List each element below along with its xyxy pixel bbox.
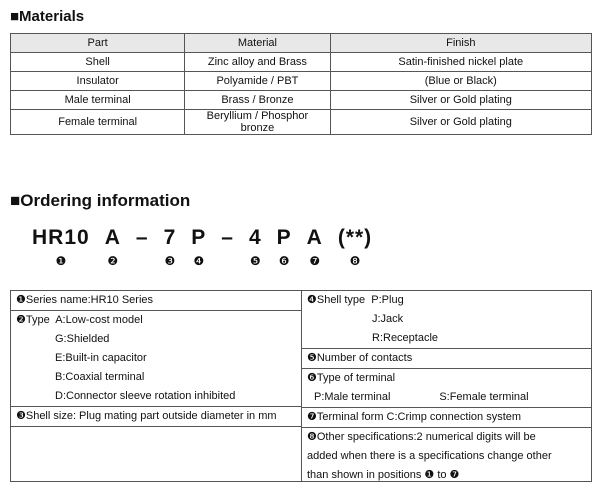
ordering-legend-table [10,290,592,482]
code-text: – [221,226,234,249]
empty-cell [11,427,301,481]
materials-header-part: Part [11,34,185,53]
table-row [11,72,592,91]
cell-line: B:Coaxial terminal [55,371,145,383]
ordering-table-left-column [11,291,301,481]
code-segment-series [32,227,90,268]
cell-material: Zinc alloy and Brass [185,53,330,72]
cell-part: Insulator [11,72,185,91]
position-marker: ❹ [193,254,205,268]
cell-line: P:Male terminal S:Female terminal [314,391,529,403]
table-row [11,110,592,135]
ordering-table-right-column [301,291,591,481]
cell-material: Beryllium / Phosphor bronze [185,110,330,135]
position-marker: ❼ [309,254,321,268]
code-text: HR10 [32,226,90,249]
table-row [11,53,592,72]
cell-line: ❶Series name:HR10 Series [16,294,154,306]
position-marker: ❸ [164,254,176,268]
terminal-type-cell [302,369,591,408]
cell-part: Shell [11,53,185,72]
code-segment-type [105,227,121,268]
type-cell [11,311,301,407]
cell-part: Male terminal [11,91,185,110]
contacts-cell [302,349,591,369]
materials-heading: ■Materials [10,8,85,25]
code-text: 7 [163,226,177,249]
position-marker: ❽ [349,254,361,268]
cell-line: ❼Terminal form C:Crimp connection system [307,411,522,423]
code-text: P [191,226,207,249]
materials-header-row [11,34,592,53]
terminal-form-cell [302,408,591,428]
materials-table [10,33,592,135]
position-marker: ❶ [55,254,67,268]
cell-line: ❽Other specifications:2 numerical digits will be [307,431,536,443]
code-segment-shell-size [164,227,177,268]
code-segment-dash [221,227,234,268]
cell-line: E:Built-in capacitor [55,352,147,364]
cell-line: than shown in positions ❶ to ❼ [307,469,460,481]
ordering-heading: ■Ordering information [10,191,191,210]
code-text: 4 [248,226,262,249]
cell-line: J:Jack [372,313,404,325]
cell-line: D:Connector sleeve rotation inhibited [55,390,236,402]
code-text: A [104,226,121,249]
ordering-code [32,227,592,268]
cell-finish: Silver or Gold plating [330,110,591,135]
code-text: (**) [337,226,373,249]
cell-finish: Satin-finished nickel plate [330,53,591,72]
cell-line: ❹Shell type P:Plug [307,294,404,306]
code-text: – [135,226,149,249]
code-segment-other-specs [338,227,372,268]
shell-type-cell [302,291,591,349]
code-segment-dash [136,227,149,268]
code-text: A [306,226,323,249]
series-name-cell [11,291,301,311]
cell-finish: (Blue or Black) [330,72,591,91]
cell-line: added when there is a specifications change other [307,450,552,462]
cell-material: Polyamide / PBT [185,72,330,91]
cell-line: ❻Type of terminal [307,372,396,384]
code-segment-shell-type [191,227,206,268]
cell-line: ❸Shell size: Plug mating part outside diameter in mm [16,410,277,422]
materials-header-finish: Finish [330,34,591,53]
code-segment-contacts [249,227,262,268]
code-segment-terminal-form [307,227,323,268]
position-marker: ❷ [107,254,119,268]
table-row [11,91,592,110]
shell-size-cell [11,407,301,427]
cell-material: Brass / Bronze [185,91,330,110]
position-marker: ❺ [249,254,261,268]
cell-line: ❷Type A:Low-cost model [16,314,143,326]
cell-finish: Silver or Gold plating [330,91,591,110]
position-marker: ❻ [278,254,290,268]
cell-line: ❺Number of contacts [307,352,413,364]
code-segment-terminal-type [277,227,292,268]
code-text: P [276,226,292,249]
cell-part: Female terminal [11,110,185,135]
cell-line: G:Shielded [55,333,110,345]
other-specifications-cell [302,428,591,485]
materials-header-material: Material [185,34,330,53]
cell-line: R:Receptacle [372,332,439,344]
